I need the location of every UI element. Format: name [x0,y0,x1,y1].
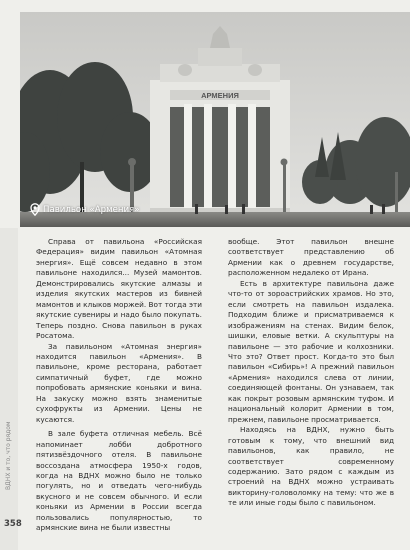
photo-caption [30,203,140,216]
caption-text: Павильон «Армения» [43,204,140,215]
paragraph: вообще. Этот павильон внешне соответствует представлению об Армении как о древнем государстве, расположенном недалеко от Ирана. [228,237,394,278]
text-column-left [36,237,202,534]
building-sign: АРМЕНИЯ [201,91,239,100]
location-pin-icon [30,203,40,216]
pavilion-armenia-photo [20,12,410,227]
running-head: ВДНХ и то, что рядом [5,421,12,490]
paragraph: Есть в архитектуре павильона даже что-то от зороастрийских храмов. Но это, если смотреть на павильон издалека. Подходим ближе и присматриваемся к изображениям на стенах. Видим белок, шишки, еловые ветки. А скульптуры на павильоне — это рабочие и колхозники. Что это? Ответ прост. Когда-то это был павильон «Сибирь»! А прежний павильон «Армения» находился слева от линии, соединяющей фонтаны. Он узнаваем, так как покрыт розовым армянским туфом. И национальный колорит Армении в том, прежнем, павильоне просматривается. [228,278,394,424]
paragraph: В зале буфета отличная мебель. Всё напоминает лобби добротного пятизвёздочного отеля. В павильоне воссоздана атмосфера 1950-х годов, когда на ВДНХ можно было не только погулять, но и отведать чего-нибудь вкусного и не совсем обычного. И если коньяки из Армении в России всегда пользовались популярностью, то армянские вина не были известны [36,429,202,533]
paragraph: За павильоном «Атомная энергия» находится павильон «Армения». В павильоне, кроме ресторана, работает симпатичный буфет, где можно попробовать армянские коньяки и вина. На закуску можно взять знаменитые сухофрукты из Армении. Цены не кусаются. [36,341,202,424]
side-tab [0,228,18,550]
paragraph: Находясь на ВДНХ, нужно быть готовым к тому, что внешний вид павильонов, как правило, не соответствует современному содержанию. Зато рядом с каждым из строений на ВДНХ можно устраивать викторину-головоломку на тему: что же в те или иные годы было с павильоном. [228,425,394,508]
text-column-right [228,237,394,509]
pavilion-photo-illustration [20,12,410,227]
page-number: 358 [4,519,22,529]
paragraph: Справа от павильона «Российская Федерация» видим павильон «Атомная энергия». Ещё совсем недавно в этом павильоне находился... Музей мамонтов. Демонстрировались якутские алмазы и изделия якутских мастеров из бивней мамонтов и клыков моржей. Вот тогда эти якутские сувениры и надо было покупать. Теперь поздно. Снова павильон в руках Росатома. [36,237,202,341]
